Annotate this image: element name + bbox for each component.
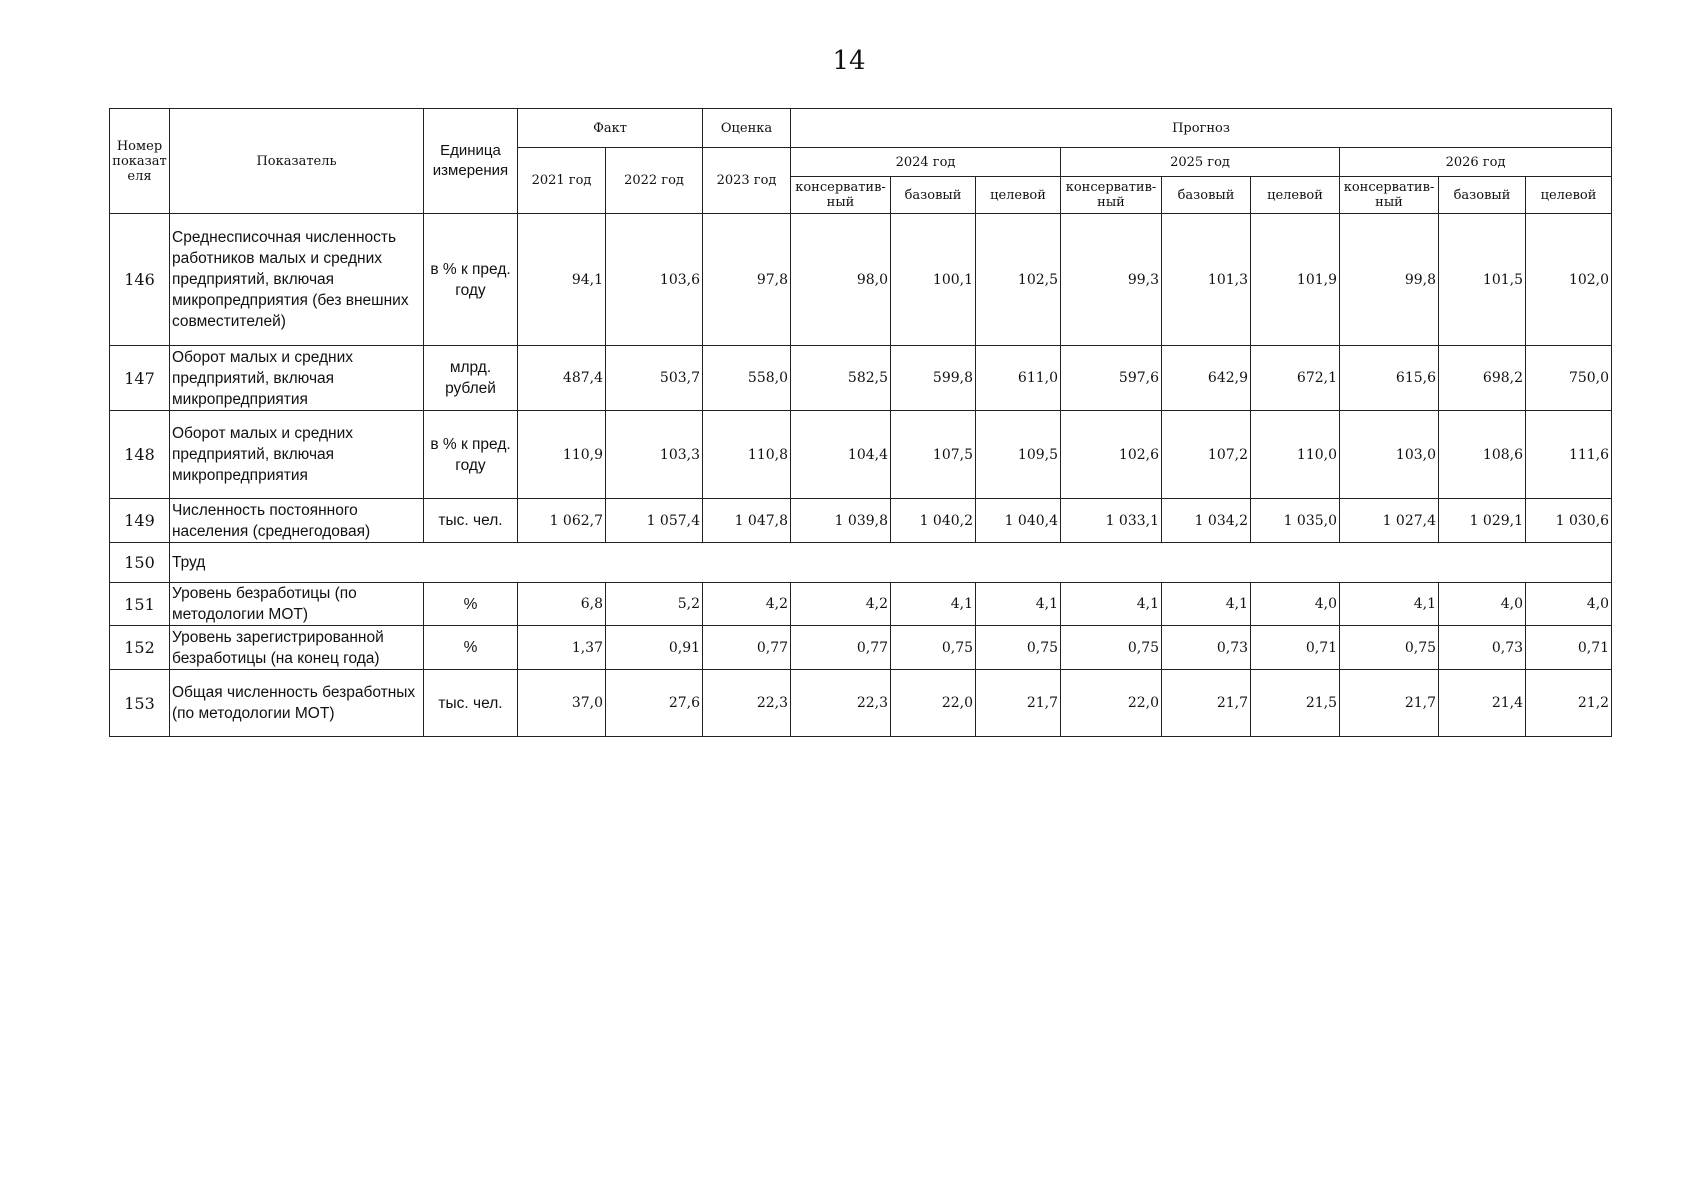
estimate-header: Оценка [703, 109, 791, 148]
value-cell: 27,6 [606, 670, 703, 737]
indicator-unit: тыс. чел. [424, 670, 518, 737]
value-cell: 22,0 [891, 670, 976, 737]
row-number: 148 [110, 411, 170, 499]
indicator-unit: в % к пред. году [424, 214, 518, 346]
indicator-unit: % [424, 626, 518, 670]
value-cell: 698,2 [1439, 346, 1526, 411]
value-cell: 0,71 [1526, 626, 1612, 670]
fact-header: Факт [518, 109, 703, 148]
year-2021-header: 2021 год [518, 148, 606, 214]
value-cell: 0,73 [1439, 626, 1526, 670]
table-row [110, 346, 1612, 411]
value-cell: 108,6 [1439, 411, 1526, 499]
value-cell: 21,7 [1162, 670, 1251, 737]
value-cell: 0,71 [1251, 626, 1340, 670]
value-cell: 111,6 [1526, 411, 1612, 499]
value-cell: 599,8 [891, 346, 976, 411]
variant-base-2024: базовый [891, 177, 976, 214]
value-cell: 0,77 [703, 626, 791, 670]
indicator-name: Оборот малых и средних предприятий, включая микропредприятия [170, 346, 424, 411]
value-cell: 750,0 [1526, 346, 1612, 411]
page-number: 14 [832, 46, 866, 76]
row-number: 152 [110, 626, 170, 670]
value-cell: 0,75 [976, 626, 1061, 670]
value-cell: 4,1 [976, 583, 1061, 626]
value-cell: 21,2 [1526, 670, 1612, 737]
variant-target-2026: целевой [1526, 177, 1612, 214]
value-cell: 611,0 [976, 346, 1061, 411]
value-cell: 107,2 [1162, 411, 1251, 499]
value-cell: 4,1 [1162, 583, 1251, 626]
value-cell: 1 030,6 [1526, 499, 1612, 543]
value-cell: 0,75 [1061, 626, 1162, 670]
value-cell: 1 039,8 [791, 499, 891, 543]
indicator-unit: млрд. рублей [424, 346, 518, 411]
value-cell: 0,91 [606, 626, 703, 670]
number-column-header: Номер показат еля [110, 109, 170, 214]
value-cell: 103,3 [606, 411, 703, 499]
value-cell: 1 047,8 [703, 499, 791, 543]
value-cell: 99,3 [1061, 214, 1162, 346]
value-cell: 98,0 [791, 214, 891, 346]
value-cell: 101,5 [1439, 214, 1526, 346]
value-cell: 21,7 [976, 670, 1061, 737]
table-row [110, 214, 1612, 346]
table-row [110, 499, 1612, 543]
value-cell: 1 033,1 [1061, 499, 1162, 543]
value-cell: 0,73 [1162, 626, 1251, 670]
indicator-column-header: Показатель [170, 109, 424, 214]
value-cell: 101,3 [1162, 214, 1251, 346]
row-number: 150 [110, 543, 170, 583]
value-cell: 1 027,4 [1340, 499, 1439, 543]
table-row [110, 626, 1612, 670]
value-cell: 22,0 [1061, 670, 1162, 737]
indicator-name: Общая численность безработных (по методологии МОТ) [170, 670, 424, 737]
value-cell: 6,8 [518, 583, 606, 626]
value-cell: 642,9 [1162, 346, 1251, 411]
value-cell: 615,6 [1340, 346, 1439, 411]
value-cell: 110,9 [518, 411, 606, 499]
value-cell: 1 040,4 [976, 499, 1061, 543]
indicator-unit: в % к пред. году [424, 411, 518, 499]
variant-conservative-2025: консерватив-ный [1061, 177, 1162, 214]
year-2026-header: 2026 год [1340, 148, 1612, 177]
value-cell: 1 029,1 [1439, 499, 1526, 543]
unit-column-header: Единица измерения [424, 109, 518, 214]
value-cell: 21,7 [1340, 670, 1439, 737]
value-cell: 103,6 [606, 214, 703, 346]
value-cell: 109,5 [976, 411, 1061, 499]
value-cell: 21,4 [1439, 670, 1526, 737]
value-cell: 4,0 [1439, 583, 1526, 626]
value-cell: 4,1 [1340, 583, 1439, 626]
value-cell: 1 035,0 [1251, 499, 1340, 543]
value-cell: 1 057,4 [606, 499, 703, 543]
value-cell: 4,2 [791, 583, 891, 626]
value-cell: 1 034,2 [1162, 499, 1251, 543]
variant-target-2024: целевой [976, 177, 1061, 214]
year-2025-header: 2025 год [1061, 148, 1340, 177]
table-row [110, 583, 1612, 626]
row-number: 153 [110, 670, 170, 737]
indicator-name: Уровень зарегистрированной безработицы (на конец года) [170, 626, 424, 670]
indicator-unit: % [424, 583, 518, 626]
table-row [110, 670, 1612, 737]
value-cell: 101,9 [1251, 214, 1340, 346]
value-cell: 110,0 [1251, 411, 1340, 499]
value-cell: 110,8 [703, 411, 791, 499]
value-cell: 487,4 [518, 346, 606, 411]
row-number: 151 [110, 583, 170, 626]
indicator-unit: тыс. чел. [424, 499, 518, 543]
variant-base-2026: базовый [1439, 177, 1526, 214]
value-cell: 4,0 [1526, 583, 1612, 626]
value-cell: 100,1 [891, 214, 976, 346]
value-cell: 102,5 [976, 214, 1061, 346]
value-cell: 597,6 [1061, 346, 1162, 411]
value-cell: 0,77 [791, 626, 891, 670]
value-cell: 4,0 [1251, 583, 1340, 626]
value-cell: 97,8 [703, 214, 791, 346]
value-cell: 102,0 [1526, 214, 1612, 346]
value-cell: 1 062,7 [518, 499, 606, 543]
value-cell: 672,1 [1251, 346, 1340, 411]
value-cell: 103,0 [1340, 411, 1439, 499]
variant-conservative-2026: консерватив-ный [1340, 177, 1439, 214]
value-cell: 37,0 [518, 670, 606, 737]
value-cell: 107,5 [891, 411, 976, 499]
row-number: 149 [110, 499, 170, 543]
value-cell: 4,1 [891, 583, 976, 626]
indicator-name: Среднесписочная численность работников малых и средних предприятий, включая микропредприятия (без внешних совместителей) [170, 214, 424, 346]
section-title: Труд [170, 543, 1612, 583]
indicator-name: Численность постоянного населения (среднегодовая) [170, 499, 424, 543]
value-cell: 99,8 [1340, 214, 1439, 346]
year-2023-header: 2023 год [703, 148, 791, 214]
value-cell: 104,4 [791, 411, 891, 499]
value-cell: 503,7 [606, 346, 703, 411]
value-cell: 0,75 [1340, 626, 1439, 670]
value-cell: 22,3 [703, 670, 791, 737]
row-number: 146 [110, 214, 170, 346]
row-number: 147 [110, 346, 170, 411]
year-2024-header: 2024 год [791, 148, 1061, 177]
indicator-name: Уровень безработицы (по методологии МОТ) [170, 583, 424, 626]
table-row [110, 411, 1612, 499]
value-cell: 582,5 [791, 346, 891, 411]
forecast-table [109, 108, 1612, 737]
value-cell: 94,1 [518, 214, 606, 346]
year-2022-header: 2022 год [606, 148, 703, 214]
value-cell: 21,5 [1251, 670, 1340, 737]
variant-conservative-2024: консерватив-ный [791, 177, 891, 214]
variant-base-2025: базовый [1162, 177, 1251, 214]
value-cell: 5,2 [606, 583, 703, 626]
value-cell: 1 040,2 [891, 499, 976, 543]
value-cell: 102,6 [1061, 411, 1162, 499]
value-cell: 4,2 [703, 583, 791, 626]
value-cell: 558,0 [703, 346, 791, 411]
value-cell: 1,37 [518, 626, 606, 670]
indicator-name: Оборот малых и средних предприятий, включая микропредприятия [170, 411, 424, 499]
table-header [110, 109, 1612, 214]
variant-target-2025: целевой [1251, 177, 1340, 214]
value-cell: 4,1 [1061, 583, 1162, 626]
table-row [110, 543, 1612, 583]
value-cell: 0,75 [891, 626, 976, 670]
table-body [110, 214, 1612, 737]
value-cell: 22,3 [791, 670, 891, 737]
forecast-header: Прогноз [791, 109, 1612, 148]
